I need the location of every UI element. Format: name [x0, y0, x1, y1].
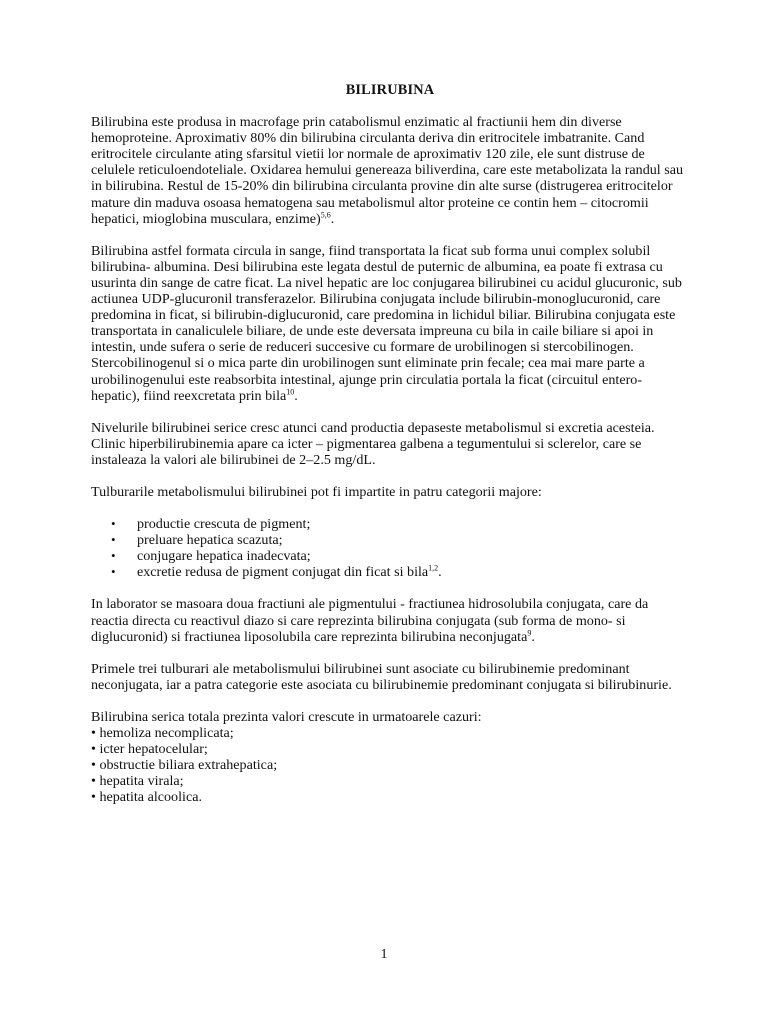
- paragraph-transport: Bilirubina astfel formata circula in sange, fiind transportata la ficat sub forma unui complex solubil bilirubina- albumina. Desi bilirubina este legata destul de puternic de albumina, ea poate fi extrasa cu usurinta din sange de catre ficat. La nivel hepatic are loc conjugarea bilirubinei cu acidul glucuronic, sub actiunea UDP-glucuronil transferazelor. Bilirubina conjugata include bilirubin-monoglucuronid, care predomina in ficat, si bilirubin-diglucuronid, care predomina in lichidul biliar. Bilirubina conjugata este transportata in canaliculele biliare, de unde este deversata impreuna cu bila in caile biliare si apoi in intestin, unde sufera o serie de reduceri succesive cu formare de urobilinogen si stercobilinogen. Stercobilinogenul si o mica parte din urobilinogen sunt eliminate prin fecale; cea mai mare parte a urobilinogenului este reabsorbita intestinal, ajunge prin circulatia portala la ficat (circuitul entero-hepatic), fiind reexcretata prin bila$^{10}$.: [91, 242, 682, 404]
- elevated-cases-list: [91, 725, 689, 805]
- citation-ref: 1,2: [428, 563, 439, 573]
- document-title: BILIRUBINA: [345, 82, 435, 98]
- list-item: • obstructie biliara extrahepatica;: [91, 757, 278, 774]
- paragraph-categories-intro: Tulburarile metabolismului bilirubinei pot fi impartite in patru categorii majore:: [91, 483, 542, 500]
- list-item: • preluare hepatica scazuta;: [91, 532, 689, 548]
- paragraph-lab-fractions: In laborator se masoara doua fractiuni ale pigmentului - fractiunea hidrosolubila conjugata, care da reactia directa cu reactivul diazo si care reprezinta bilirubina conjugata (sub forma de mono- si diglucuronid) si fractiunea liposolubila care reprezinta bilirubina neconjugata$^9$.: [91, 596, 649, 645]
- categories-list: [91, 516, 689, 580]
- citation-ref: 9: [527, 627, 532, 637]
- list-item: • productie crescuta de pigment;: [91, 516, 689, 532]
- list-item: • hepatita virala;: [91, 773, 184, 790]
- elevated-cases-intro: Bilirubina serica totala prezinta valori crescute in urmatoarele cazuri:: [91, 708, 482, 725]
- list-item: • hemoliza necomplicata;: [91, 725, 234, 741]
- document-body: [91, 82, 689, 805]
- citation-ref: 10: [286, 386, 295, 396]
- paragraph-associations: Primele trei tulburari ale metabolismului bilirubinei sunt asociate cu bilirubinemie predominant neconjugata, iar a patra categorie este asociata cu bilirubinemie predominant conjugata si bilirubinurie.: [91, 660, 672, 693]
- paragraph-levels: Nivelurile bilirubinei serice cresc atunci cand productia depaseste metabolismul si excretia acesteia. Clinic hiperbilirubinemia apare ca icter – pigmentarea galbena a tegumentului si sclerelor, care se instaleaza la valori ale bilirubinei de 2–2.5 mg/dL.: [91, 419, 655, 468]
- list-item: • conjugare hepatica inadecvata;: [91, 548, 689, 564]
- citation-ref: 5,6: [320, 209, 331, 219]
- list-item: • icter hepatocelular;: [91, 741, 208, 758]
- page-number: 1: [380, 947, 388, 962]
- paragraph-origin: Bilirubina este produsa in macrofage prin catabolismul enzimatic al fractiunii hem din diverse hemoproteine. Aproximativ 80% din bilirubina circulanta deriva din eritrocitele imbatranite. Cand eritrocitele circulante ating sfarsitul vietii lor normale de aproximativ 120 zile, ele sunt distruse de celulele reticuloendoteliale. Oxidarea hemului genereaza biliverdina, care este metabolizata la randul sau in bilirubina. Restul de 15-20% din bilirubina circulanta provine din alte surse (distrugerea eritrocitelor mature din maduva osoasa hematogena sau metabolismul altor proteine ce contin hem – citocromii hepatici, mioglobina musculara, enzime)$^{5,6}$.: [91, 114, 684, 227]
- list-item: • excretie redusa de pigment conjugat din ficat si bila$^{1,2}$.: [91, 564, 689, 580]
- list-item: • hepatita alcoolica.: [91, 789, 202, 806]
